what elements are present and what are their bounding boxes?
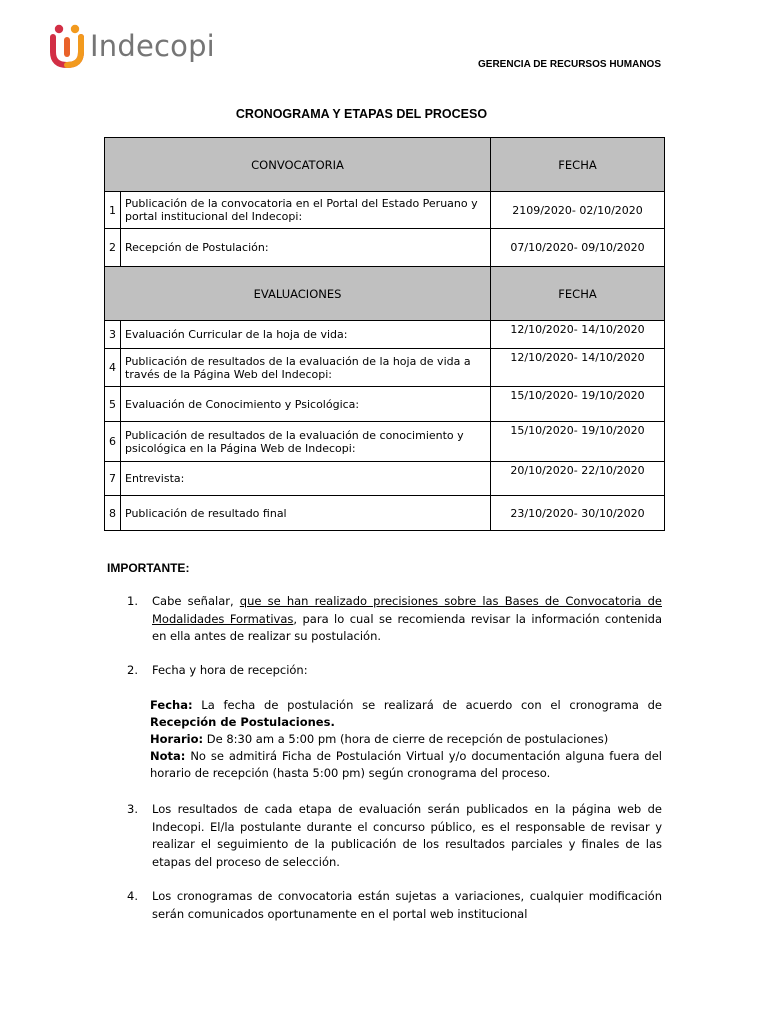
row-description: Publicación de resultado final bbox=[121, 496, 491, 531]
item-number: 2. bbox=[127, 663, 138, 677]
indecopi-logo bbox=[50, 24, 215, 68]
horario-label: Horario: bbox=[150, 732, 204, 746]
date-header: FECHA bbox=[491, 267, 665, 321]
row-number: 6 bbox=[105, 422, 121, 462]
row-description: Publicación de resultados de la evaluación de la hoja de vida a través de la Página Web del Indecopi: bbox=[121, 349, 491, 387]
row-date: 07/10/2020- 09/10/2020 bbox=[491, 229, 665, 267]
item-text: Fecha y hora de recepción: bbox=[152, 663, 308, 677]
date-header: FECHA bbox=[491, 138, 665, 192]
logo-wordmark: Indecopi bbox=[90, 29, 215, 63]
row-date: 12/10/2020- 14/10/2020 bbox=[491, 321, 665, 349]
row-number: 1 bbox=[105, 192, 121, 229]
nota-text: No se admitirá Ficha de Postulación Virtual y/o documentación alguna fuera del horario de recepción (hasta 5:00 pm) según cronograma del proceso. bbox=[150, 749, 662, 780]
table-row bbox=[105, 496, 665, 531]
row-date: 15/10/2020- 19/10/2020 bbox=[491, 387, 665, 422]
section-header-row bbox=[105, 267, 665, 321]
row-number: 2 bbox=[105, 229, 121, 267]
section-header-row bbox=[105, 138, 665, 192]
department-name: GERENCIA DE RECURSOS HUMANOS bbox=[478, 59, 661, 70]
item-text: Los resultados de cada etapa de evaluación serán publicados en la página web de Indecopi. El/la postulante durante el concurso público, es el responsable de revisar y realizar el seguimiento de la publicación de los resultados parciales y finales de las etapas del proceso de selección. bbox=[152, 802, 662, 869]
table-row bbox=[105, 387, 665, 422]
item1-underlined: que se han realizado precisiones sobre las Bases de Convocatoria de Modalidades Formativas bbox=[152, 594, 662, 626]
row-date: 20/10/2020- 22/10/2020 bbox=[491, 462, 665, 496]
table-row bbox=[105, 321, 665, 349]
item-text: Los cronogramas de convocatoria están sujetas a variaciones, cualquier modificación serán comunicados oportunamente en el portal web institucional bbox=[152, 889, 662, 921]
list-item bbox=[127, 593, 662, 646]
section-header-evaluaciones: EVALUACIONES bbox=[105, 267, 491, 321]
item1-pre: Cabe señalar, bbox=[152, 594, 240, 608]
nota-paragraph bbox=[150, 748, 662, 782]
row-date: 12/10/2020- 14/10/2020 bbox=[491, 349, 665, 387]
table-row bbox=[105, 462, 665, 496]
important-heading: IMPORTANTE: bbox=[107, 561, 190, 575]
item-number: 1. bbox=[127, 594, 138, 608]
row-number: 3 bbox=[105, 321, 121, 349]
item-number: 4. bbox=[127, 889, 138, 903]
table-row bbox=[105, 422, 665, 462]
indecopi-logo-icon bbox=[50, 24, 84, 68]
page-title: CRONOGRAMA Y ETAPAS DEL PROCESO bbox=[235, 107, 488, 121]
row-description: Publicación de resultados de la evaluación de conocimiento y psicológica en la Página Web de Indecopi: bbox=[121, 422, 491, 462]
row-date: 2109/2020- 02/10/2020 bbox=[491, 192, 665, 229]
horario-paragraph bbox=[150, 731, 662, 748]
row-description: Recepción de Postulación: bbox=[121, 229, 491, 267]
fecha-label: Fecha: bbox=[150, 698, 193, 712]
nota-label: Nota: bbox=[150, 749, 186, 763]
row-number: 8 bbox=[105, 496, 121, 531]
fecha-text: La fecha de postulación se realizará de acuerdo con el cronograma de bbox=[192, 698, 662, 712]
fecha-bold: Recepción de Postulaciones. bbox=[150, 715, 335, 729]
list-item bbox=[127, 801, 662, 871]
item1-post: , para lo cual se recomienda revisar la información contenida en ella antes de realizar su postulación. bbox=[152, 611, 662, 643]
row-date: 23/10/2020- 30/10/2020 bbox=[491, 496, 665, 531]
row-number: 7 bbox=[105, 462, 121, 496]
row-description: Evaluación de Conocimiento y Psicológica: bbox=[121, 387, 491, 422]
fecha-paragraph bbox=[150, 697, 662, 731]
row-description: Evaluación Curricular de la hoja de vida: bbox=[121, 321, 491, 349]
table-row bbox=[105, 349, 665, 387]
table-row bbox=[105, 192, 665, 229]
list-item bbox=[127, 662, 662, 680]
schedule-table bbox=[104, 137, 665, 531]
horario-text: De 8:30 am a 5:00 pm (hora de cierre de recepción de postulaciones) bbox=[203, 732, 609, 746]
row-number: 4 bbox=[105, 349, 121, 387]
section-header-convocatoria: CONVOCATORIA bbox=[105, 138, 491, 192]
item-text bbox=[152, 593, 662, 646]
row-number: 5 bbox=[105, 387, 121, 422]
item-number: 3. bbox=[127, 802, 138, 816]
row-description: Entrevista: bbox=[121, 462, 491, 496]
table-row bbox=[105, 229, 665, 267]
row-date: 15/10/2020- 19/10/2020 bbox=[491, 422, 665, 462]
list-item bbox=[127, 888, 662, 923]
row-description: Publicación de la convocatoria en el Portal del Estado Peruano y portal institucional del Indecopi: bbox=[121, 192, 491, 229]
